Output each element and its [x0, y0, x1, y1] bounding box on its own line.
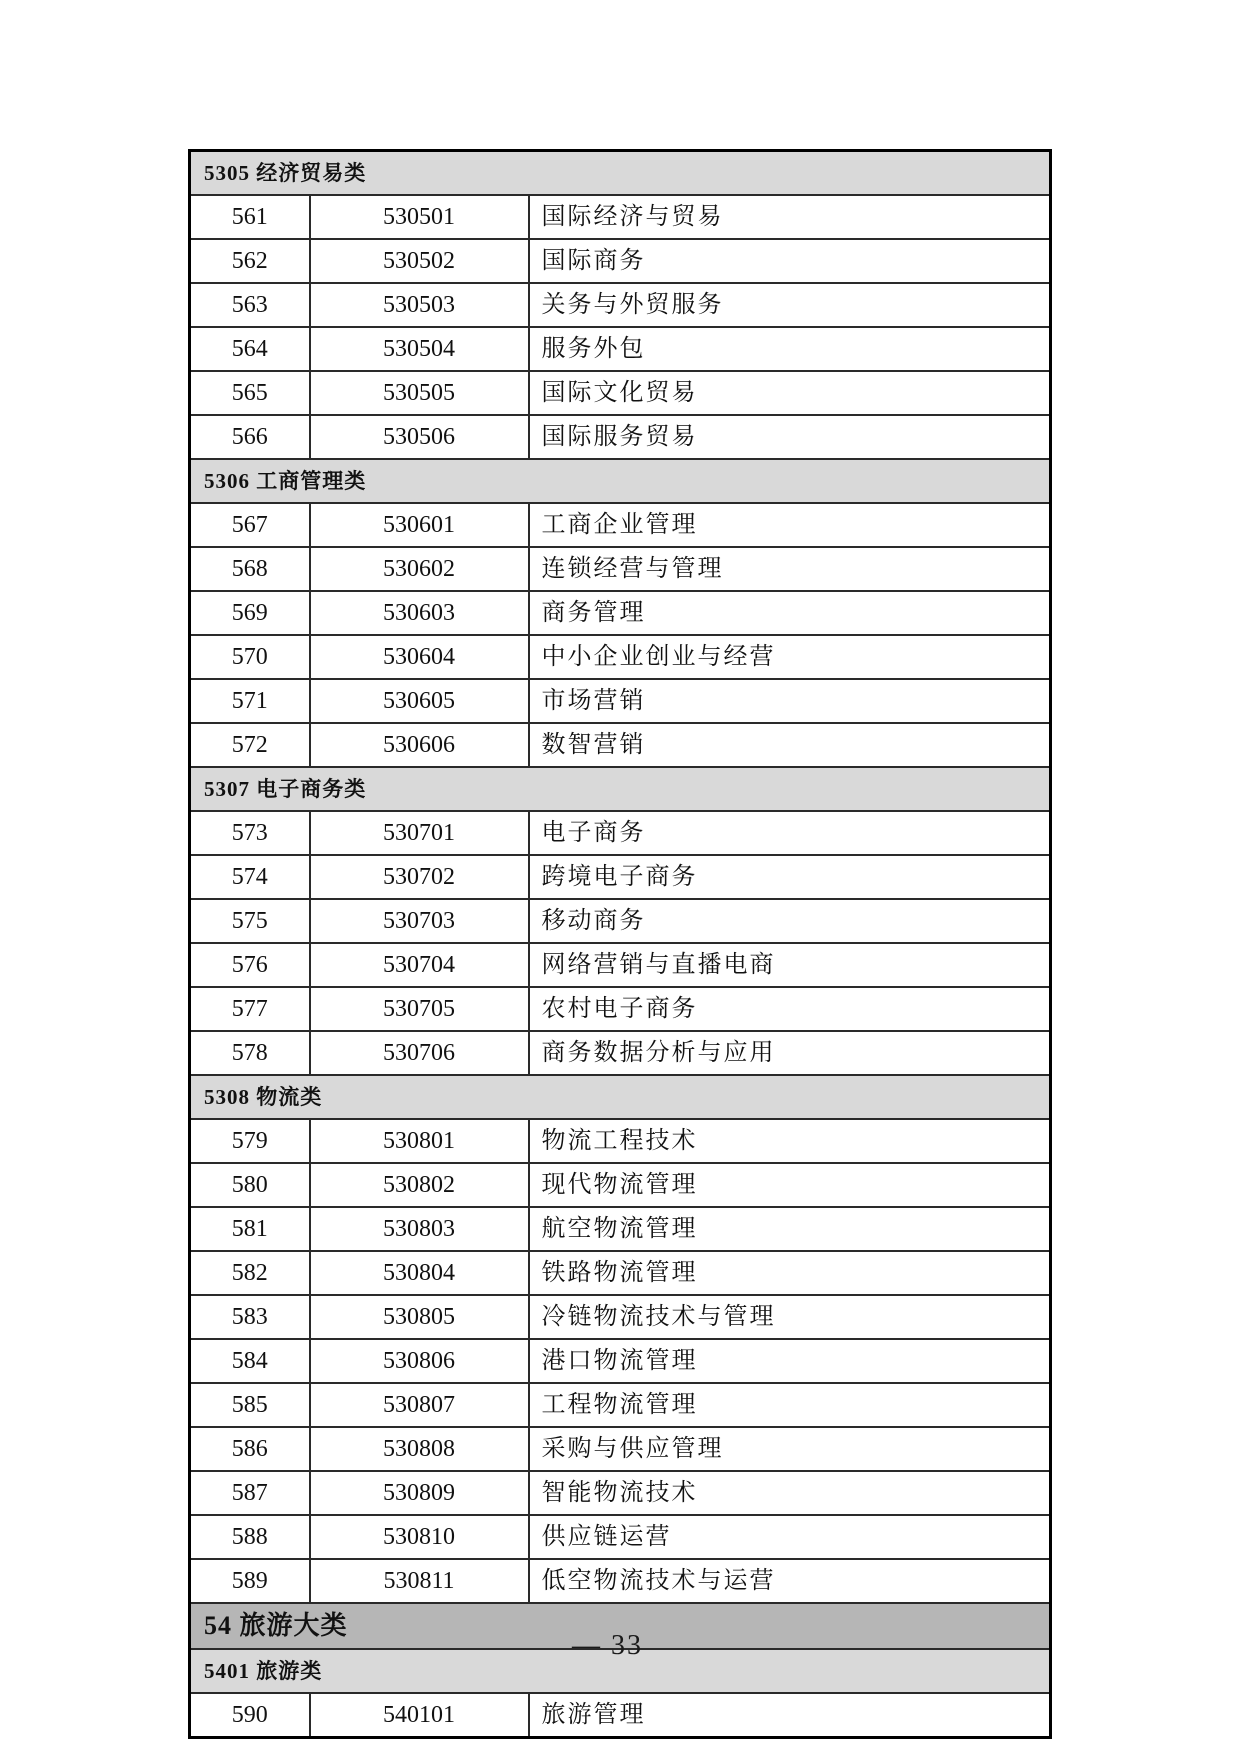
table-row	[190, 1031, 1051, 1075]
row-title: 采购与供应管理	[529, 1427, 1051, 1471]
row-code: 530801	[310, 1119, 529, 1163]
row-code: 530706	[310, 1031, 529, 1075]
row-code: 530506	[310, 415, 529, 459]
table-row	[190, 283, 1051, 327]
row-code: 530809	[310, 1471, 529, 1515]
row-seq: 575	[190, 899, 310, 943]
category-header-row	[190, 151, 1051, 196]
row-seq: 576	[190, 943, 310, 987]
row-code: 530804	[310, 1251, 529, 1295]
row-seq: 578	[190, 1031, 310, 1075]
row-seq: 588	[190, 1515, 310, 1559]
row-title: 服务外包	[529, 327, 1051, 371]
row-seq: 587	[190, 1471, 310, 1515]
row-title: 铁路物流管理	[529, 1251, 1051, 1295]
row-title: 市场营销	[529, 679, 1051, 723]
row-code: 530704	[310, 943, 529, 987]
table-row	[190, 371, 1051, 415]
row-code: 530605	[310, 679, 529, 723]
row-title: 工商企业管理	[529, 503, 1051, 547]
row-code: 530705	[310, 987, 529, 1031]
row-title: 旅游管理	[529, 1693, 1051, 1738]
table-row	[190, 1515, 1051, 1559]
row-seq: 562	[190, 239, 310, 283]
row-code: 530504	[310, 327, 529, 371]
row-title: 数智营销	[529, 723, 1051, 767]
row-code: 530702	[310, 855, 529, 899]
row-title: 农村电子商务	[529, 987, 1051, 1031]
row-code: 530806	[310, 1339, 529, 1383]
row-title: 电子商务	[529, 811, 1051, 855]
table-row	[190, 1119, 1051, 1163]
category-header-row	[190, 1075, 1051, 1119]
row-code: 540101	[310, 1693, 529, 1738]
row-title: 商务管理	[529, 591, 1051, 635]
table-row	[190, 327, 1051, 371]
row-title: 国际商务	[529, 239, 1051, 283]
row-title: 智能物流技术	[529, 1471, 1051, 1515]
row-seq: 589	[190, 1559, 310, 1603]
row-seq: 581	[190, 1207, 310, 1251]
table-row	[190, 1427, 1051, 1471]
table-row	[190, 239, 1051, 283]
row-seq: 565	[190, 371, 310, 415]
major-code-table	[188, 149, 1052, 1739]
row-code: 530805	[310, 1295, 529, 1339]
row-title: 工程物流管理	[529, 1383, 1051, 1427]
category-header-label: 5401 旅游类	[190, 1649, 1051, 1693]
row-code: 530802	[310, 1163, 529, 1207]
row-code: 530606	[310, 723, 529, 767]
row-code: 530810	[310, 1515, 529, 1559]
category-header-label: 5308 物流类	[190, 1075, 1051, 1119]
row-code: 530703	[310, 899, 529, 943]
category-header-row	[190, 767, 1051, 811]
row-seq: 571	[190, 679, 310, 723]
table-row	[190, 943, 1051, 987]
row-title: 网络营销与直播电商	[529, 943, 1051, 987]
row-seq: 566	[190, 415, 310, 459]
row-seq: 561	[190, 195, 310, 239]
table-row	[190, 723, 1051, 767]
category-header-row	[190, 459, 1051, 503]
page-number: — 33	[572, 1630, 643, 1661]
row-code: 530603	[310, 591, 529, 635]
row-code: 530604	[310, 635, 529, 679]
table-row	[190, 1339, 1051, 1383]
table-row	[190, 1251, 1051, 1295]
row-seq: 567	[190, 503, 310, 547]
table-row	[190, 1383, 1051, 1427]
row-title: 移动商务	[529, 899, 1051, 943]
row-title: 国际经济与贸易	[529, 195, 1051, 239]
row-seq: 563	[190, 283, 310, 327]
row-seq: 590	[190, 1693, 310, 1738]
table-row	[190, 635, 1051, 679]
table-row	[190, 547, 1051, 591]
row-code: 530811	[310, 1559, 529, 1603]
row-seq: 582	[190, 1251, 310, 1295]
row-seq: 580	[190, 1163, 310, 1207]
category-header-label: 54 旅游大类	[190, 1603, 1051, 1649]
row-seq: 577	[190, 987, 310, 1031]
row-code: 530502	[310, 239, 529, 283]
row-seq: 585	[190, 1383, 310, 1427]
row-title: 低空物流技术与运营	[529, 1559, 1051, 1603]
row-title: 中小企业创业与经营	[529, 635, 1051, 679]
table-row	[190, 195, 1051, 239]
table-row	[190, 1207, 1051, 1251]
row-code: 530807	[310, 1383, 529, 1427]
row-title: 物流工程技术	[529, 1119, 1051, 1163]
row-title: 关务与外贸服务	[529, 283, 1051, 327]
row-seq: 568	[190, 547, 310, 591]
table-row	[190, 811, 1051, 855]
row-code: 530501	[310, 195, 529, 239]
table-row	[190, 1163, 1051, 1207]
row-code: 530503	[310, 283, 529, 327]
category-header-label: 5305 经济贸易类	[190, 151, 1051, 196]
category-header-label: 5306 工商管理类	[190, 459, 1051, 503]
row-code: 530808	[310, 1427, 529, 1471]
row-title: 国际文化贸易	[529, 371, 1051, 415]
row-seq: 579	[190, 1119, 310, 1163]
row-title: 国际服务贸易	[529, 415, 1051, 459]
row-title: 港口物流管理	[529, 1339, 1051, 1383]
row-title: 现代物流管理	[529, 1163, 1051, 1207]
table-row	[190, 679, 1051, 723]
row-title: 冷链物流技术与管理	[529, 1295, 1051, 1339]
major-code-table-body	[190, 151, 1051, 1738]
row-seq: 572	[190, 723, 310, 767]
row-seq: 564	[190, 327, 310, 371]
row-title: 商务数据分析与应用	[529, 1031, 1051, 1075]
row-title: 航空物流管理	[529, 1207, 1051, 1251]
row-title: 供应链运营	[529, 1515, 1051, 1559]
row-seq: 574	[190, 855, 310, 899]
table-row	[190, 415, 1051, 459]
row-seq: 573	[190, 811, 310, 855]
table-row	[190, 1471, 1051, 1515]
table-row	[190, 503, 1051, 547]
row-seq: 583	[190, 1295, 310, 1339]
table-row	[190, 987, 1051, 1031]
row-seq: 569	[190, 591, 310, 635]
table-row	[190, 1693, 1051, 1738]
row-code: 530602	[310, 547, 529, 591]
table-row	[190, 1295, 1051, 1339]
table-row	[190, 1559, 1051, 1603]
row-code: 530701	[310, 811, 529, 855]
table-row	[190, 855, 1051, 899]
row-code: 530601	[310, 503, 529, 547]
category-header-label: 5307 电子商务类	[190, 767, 1051, 811]
row-seq: 586	[190, 1427, 310, 1471]
row-code: 530505	[310, 371, 529, 415]
row-code: 530803	[310, 1207, 529, 1251]
table-row	[190, 591, 1051, 635]
row-title: 跨境电子商务	[529, 855, 1051, 899]
table-row	[190, 899, 1051, 943]
row-title: 连锁经营与管理	[529, 547, 1051, 591]
row-seq: 584	[190, 1339, 310, 1383]
row-seq: 570	[190, 635, 310, 679]
